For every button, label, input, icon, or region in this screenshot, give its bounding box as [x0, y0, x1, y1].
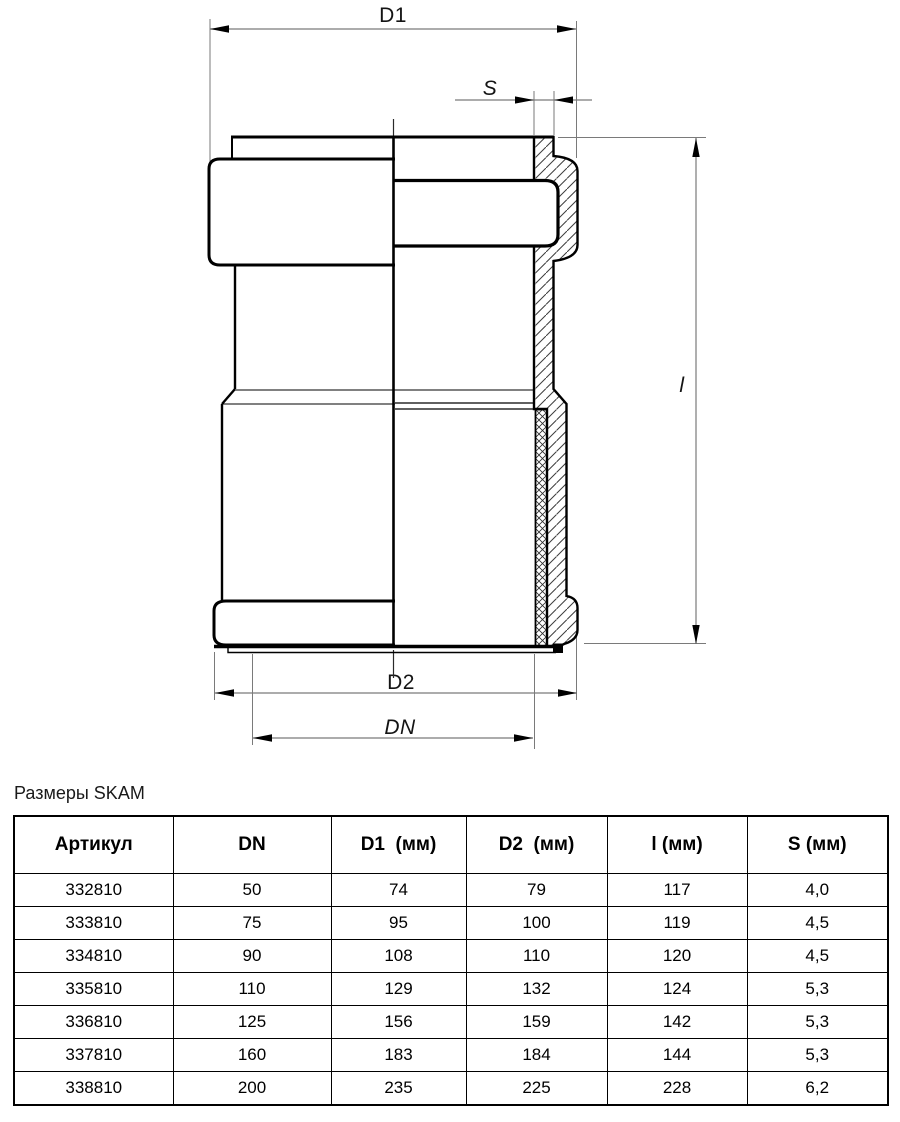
dim-label-dn: DN	[384, 716, 416, 739]
arrowhead	[558, 689, 577, 697]
column-header-d1: D1 (мм)	[331, 816, 466, 874]
table-row	[14, 1006, 888, 1039]
section-title: Размеры SKAM	[14, 783, 145, 803]
size-table	[13, 815, 889, 1106]
table-cell: 184	[466, 1039, 607, 1072]
table-cell: 4,5	[747, 940, 888, 973]
column-header-d2: D2 (мм)	[466, 816, 607, 874]
arrowhead	[210, 25, 229, 33]
table-cell: 132	[466, 973, 607, 1006]
column-header-dn: DN	[173, 816, 331, 874]
table-cell: 110	[466, 940, 607, 973]
taper-edge	[222, 389, 235, 404]
table-cell: 228	[607, 1072, 747, 1106]
table-cell: 200	[173, 1072, 331, 1106]
table-cell: 4,5	[747, 907, 888, 940]
table-cell: 336810	[14, 1006, 173, 1039]
table-row	[14, 874, 888, 907]
table-cell: 90	[173, 940, 331, 973]
header-row	[14, 816, 888, 874]
table-cell: 335810	[14, 973, 173, 1006]
table-cell: 110	[173, 973, 331, 1006]
table-cell: 95	[331, 907, 466, 940]
table-cell: 5,3	[747, 1039, 888, 1072]
arrowhead	[253, 734, 272, 742]
bottom-lip	[228, 648, 556, 653]
column-header-article: Артикул	[14, 816, 173, 874]
bottom-lip-notch	[553, 644, 563, 654]
dim-l	[558, 138, 706, 645]
table-cell: 74	[331, 874, 466, 907]
table-cell: 108	[331, 940, 466, 973]
table-cell: 235	[331, 1072, 466, 1106]
table-cell: 119	[607, 907, 747, 940]
arrowhead	[514, 734, 533, 742]
coupling-body	[209, 136, 578, 653]
column-header-s: S (мм)	[747, 816, 888, 874]
table-row	[14, 940, 888, 973]
table-cell: 334810	[14, 940, 173, 973]
socket-liner-crosshatch	[536, 410, 548, 647]
arrowhead	[557, 25, 576, 33]
table-cell: 225	[466, 1072, 607, 1106]
table-cell: 338810	[14, 1072, 173, 1106]
table-cell: 142	[607, 1006, 747, 1039]
arrowhead	[215, 689, 234, 697]
table-cell: 75	[173, 907, 331, 940]
table-cell: 156	[331, 1006, 466, 1039]
table-cell: 124	[607, 973, 747, 1006]
arrowhead	[554, 96, 573, 103]
arrowhead	[692, 625, 699, 644]
table-cell: 79	[466, 874, 607, 907]
table-cell: 159	[466, 1006, 607, 1039]
table-cell: 183	[331, 1039, 466, 1072]
table-row	[14, 1039, 888, 1072]
table-cell: 6,2	[747, 1072, 888, 1106]
table-cell: 5,3	[747, 973, 888, 1006]
dim-label-d2: D2	[387, 671, 415, 694]
seal-ring	[394, 181, 558, 247]
arrowhead	[692, 138, 699, 157]
table-row	[14, 973, 888, 1006]
table-cell: 160	[173, 1039, 331, 1072]
table-row	[14, 907, 888, 940]
table-cell: 117	[607, 874, 747, 907]
dim-s	[455, 77, 592, 135]
table-cell: 337810	[14, 1039, 173, 1072]
table-cell: 120	[607, 940, 747, 973]
table-cell: 144	[607, 1039, 747, 1072]
table-cell: 50	[173, 874, 331, 907]
table-cell: 4,0	[747, 874, 888, 907]
dim-label-s: S	[482, 77, 498, 100]
lower-bell-band	[214, 601, 395, 645]
table-cell: 5,3	[747, 1006, 888, 1039]
dim-label-l: l	[679, 374, 685, 397]
table-cell: 332810	[14, 874, 173, 907]
column-header-l: l (мм)	[607, 816, 747, 874]
table-row	[14, 1072, 888, 1106]
table-cell: 129	[331, 973, 466, 1006]
table-cell: 100	[466, 907, 607, 940]
table-cell: 333810	[14, 907, 173, 940]
table-cell: 125	[173, 1006, 331, 1039]
arrowhead	[515, 96, 534, 103]
dim-label-d1: D1	[379, 4, 407, 27]
upper-bell-band	[209, 159, 395, 265]
